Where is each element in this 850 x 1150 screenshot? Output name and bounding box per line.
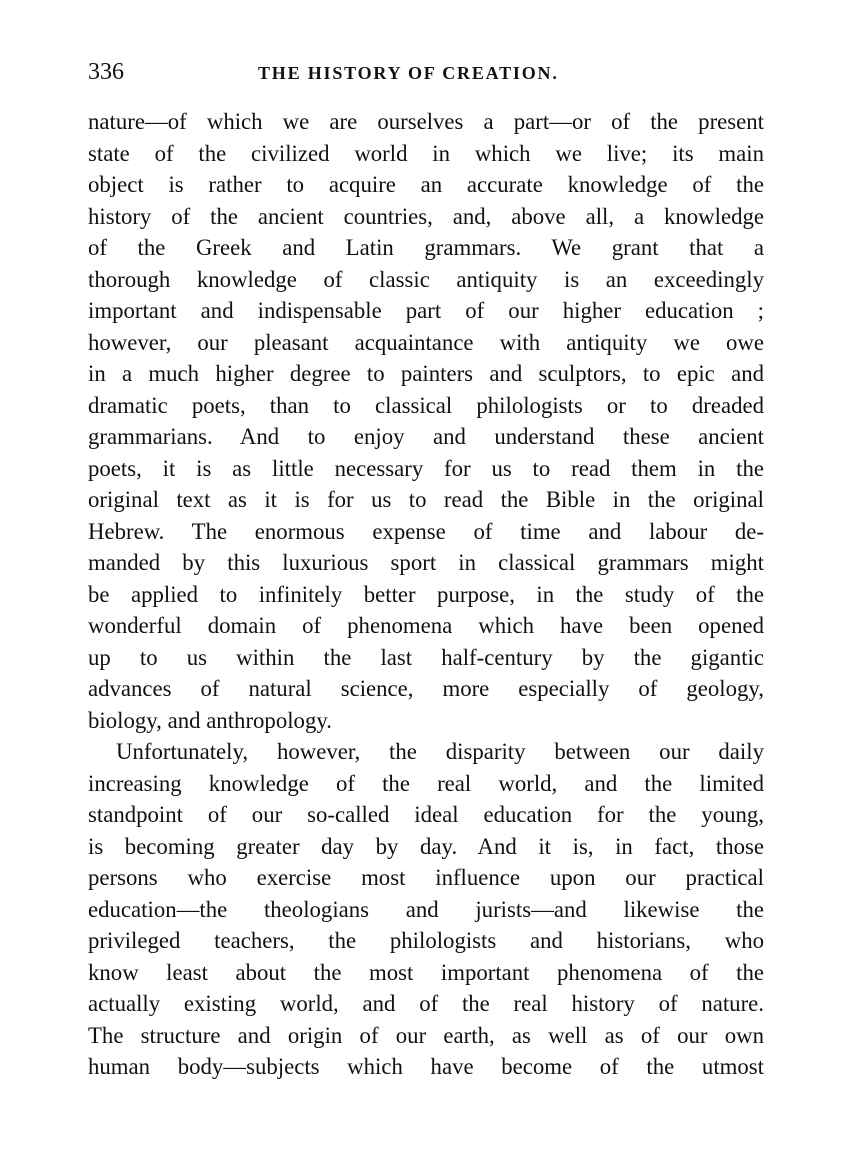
text-line: dramatic poets, than to classical philologists or to dreaded — [88, 392, 764, 418]
text-line: poets, it is as little necessary for us to read them in the — [88, 455, 764, 481]
text-line: The structure and origin of our earth, as well as of our own — [88, 1022, 764, 1048]
text-line: be applied to infinitely better purpose, in the study of the — [88, 581, 764, 607]
text-line: history of the ancient countries, and, above all, a knowledge — [88, 203, 764, 229]
text-line: grammarians. And to enjoy and understand these ancient — [88, 424, 764, 449]
text-line: up to us within the last half-century by the gigantic — [88, 644, 764, 670]
text-line: actually existing world, and of the real history of nature. — [88, 991, 764, 1016]
text-line: in a much higher degree to painters and sculptors, to epic and — [88, 361, 764, 386]
text-line: human body—subjects which have become of the utmost — [88, 1054, 764, 1079]
text-line: object is rather to acquire an accurate knowledge of the — [88, 172, 764, 197]
text-line: nature—of which we are ourselves a part—or of the present — [88, 109, 764, 134]
text-line: however, our pleasant acquaintance with antiquity we owe — [88, 329, 764, 355]
paragraph-1 — [88, 106, 764, 736]
text-line: biology, and anthropology. — [88, 707, 332, 733]
text-line: manded by this luxurious sport in classical grammars might — [88, 550, 764, 575]
running-title: THE HISTORY OF CREATION. — [258, 63, 559, 83]
text-line: increasing knowledge of the real world, and the limited — [88, 770, 764, 796]
text-line: state of the civilized world in which we live; its main — [88, 140, 764, 166]
page-number: 336 — [88, 59, 124, 85]
text-line: important and indispensable part of our higher education ; — [88, 298, 764, 323]
text-line: privileged teachers, the philologists and historians, who — [88, 928, 764, 953]
text-line: persons who exercise most influence upon our practical — [88, 865, 764, 890]
text-line: education—the theologians and jurists—and likewise the — [88, 896, 764, 922]
text-line: standpoint of our so-called ideal education for the young, — [88, 802, 764, 827]
page-header — [88, 58, 768, 90]
text-line: advances of natural science, more especially of geology, — [88, 676, 764, 701]
body-text — [88, 106, 764, 1083]
text-line: Unfortunately, however, the disparity between our daily — [116, 739, 764, 764]
text-line: of the Greek and Latin grammars. We grant that a — [88, 235, 764, 260]
text-line: wonderful domain of phenomena which have been opened — [88, 613, 764, 638]
paragraph-2 — [88, 736, 764, 1083]
text-line: know least about the most important phenomena of the — [88, 959, 764, 985]
text-line: original text as it is for us to read the Bible in the original — [88, 487, 764, 512]
text-line: Hebrew. The enormous expense of time and labour de- — [88, 518, 764, 544]
text-line: thorough knowledge of classic antiquity is an exceedingly — [88, 266, 764, 292]
text-line: is becoming greater day by day. And it is, in fact, those — [88, 833, 764, 859]
